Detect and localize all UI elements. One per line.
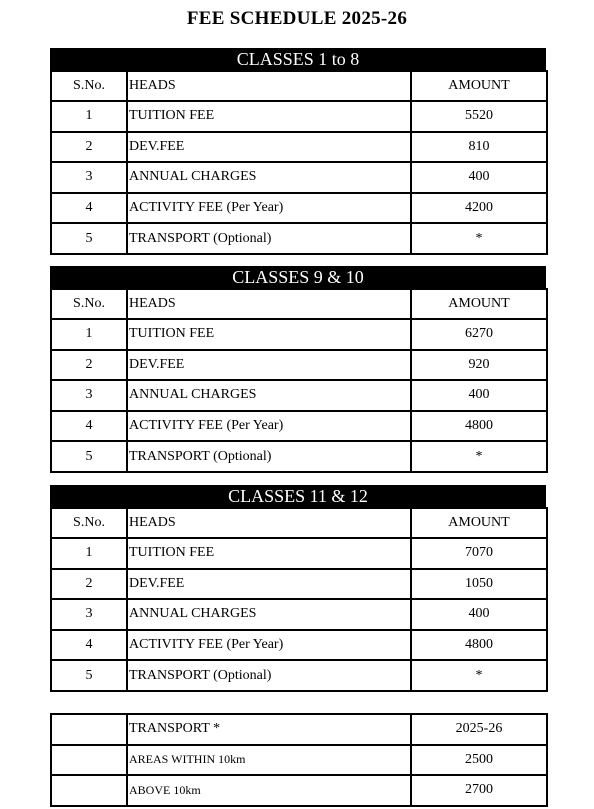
table-row bbox=[51, 380, 547, 411]
row-head: ACTIVITY FEE (Per Year) bbox=[127, 193, 411, 224]
table-row bbox=[51, 630, 547, 661]
row-sno: 5 bbox=[51, 223, 127, 254]
row-amount: 400 bbox=[411, 162, 547, 193]
column-header-heads: HEADS bbox=[127, 508, 411, 538]
table-row bbox=[51, 319, 547, 350]
table-row bbox=[51, 660, 547, 691]
fee-table bbox=[50, 70, 548, 255]
row-head: TUITION FEE bbox=[127, 319, 411, 350]
row-head: TRANSPORT (Optional) bbox=[127, 441, 411, 472]
row-head: DEV.FEE bbox=[127, 132, 411, 163]
column-header-amount: AMOUNT bbox=[411, 289, 547, 319]
row-amount: 5520 bbox=[411, 101, 547, 132]
row-amount: * bbox=[411, 223, 547, 254]
table-row bbox=[51, 350, 547, 381]
row-amount: 400 bbox=[411, 599, 547, 630]
table-row bbox=[51, 599, 547, 630]
table-header-row bbox=[51, 508, 547, 538]
transport-amount: 2500 bbox=[411, 745, 547, 776]
transport-table bbox=[50, 713, 548, 807]
row-head: ACTIVITY FEE (Per Year) bbox=[127, 630, 411, 661]
row-amount: 4800 bbox=[411, 630, 547, 661]
transport-amount: 2700 bbox=[411, 775, 547, 806]
section-classes-9-and-10 bbox=[50, 266, 546, 473]
table-header-row bbox=[51, 71, 547, 101]
column-header-heads: HEADS bbox=[127, 289, 411, 319]
transport-header-year: 2025-26 bbox=[411, 714, 547, 745]
table-row bbox=[51, 569, 547, 600]
column-header-sno: S.No. bbox=[51, 289, 127, 319]
row-head: ANNUAL CHARGES bbox=[127, 599, 411, 630]
table-header-row bbox=[51, 289, 547, 319]
row-amount: 400 bbox=[411, 380, 547, 411]
row-amount: 7070 bbox=[411, 538, 547, 569]
page-title: FEE SCHEDULE 2025-26 bbox=[186, 8, 408, 29]
row-sno: 1 bbox=[51, 319, 127, 350]
row-head: DEV.FEE bbox=[127, 350, 411, 381]
section-classes-1-to-8 bbox=[50, 48, 546, 255]
fee-table bbox=[50, 507, 548, 692]
row-head: TRANSPORT (Optional) bbox=[127, 223, 411, 254]
transport-section bbox=[50, 713, 546, 807]
empty-cell bbox=[51, 745, 127, 776]
row-sno: 4 bbox=[51, 630, 127, 661]
empty-cell bbox=[51, 775, 127, 806]
row-head: TRANSPORT (Optional) bbox=[127, 660, 411, 691]
fee-table bbox=[50, 288, 548, 473]
table-row bbox=[51, 162, 547, 193]
row-amount: 920 bbox=[411, 350, 547, 381]
table-row bbox=[51, 193, 547, 224]
row-amount: 810 bbox=[411, 132, 547, 163]
row-head: TUITION FEE bbox=[127, 538, 411, 569]
row-head: TUITION FEE bbox=[127, 101, 411, 132]
row-head: ANNUAL CHARGES bbox=[127, 162, 411, 193]
row-amount: * bbox=[411, 660, 547, 691]
transport-header-label: TRANSPORT * bbox=[127, 714, 411, 745]
transport-area: ABOVE 10km bbox=[127, 775, 411, 806]
row-amount: 4200 bbox=[411, 193, 547, 224]
table-row bbox=[51, 538, 547, 569]
empty-cell bbox=[51, 714, 127, 745]
row-head: ACTIVITY FEE (Per Year) bbox=[127, 411, 411, 442]
row-head: ANNUAL CHARGES bbox=[127, 380, 411, 411]
column-header-amount: AMOUNT bbox=[411, 508, 547, 538]
section-classes-11-and-12 bbox=[50, 485, 546, 692]
table-row bbox=[51, 411, 547, 442]
row-amount: 4800 bbox=[411, 411, 547, 442]
row-head: DEV.FEE bbox=[127, 569, 411, 600]
column-header-heads: HEADS bbox=[127, 71, 411, 101]
row-sno: 2 bbox=[51, 569, 127, 600]
table-row bbox=[51, 745, 547, 776]
table-row bbox=[51, 441, 547, 472]
table-row bbox=[51, 775, 547, 806]
table-row bbox=[51, 101, 547, 132]
row-sno: 3 bbox=[51, 599, 127, 630]
row-sno: 4 bbox=[51, 411, 127, 442]
row-sno: 2 bbox=[51, 132, 127, 163]
row-amount: 6270 bbox=[411, 319, 547, 350]
column-header-sno: S.No. bbox=[51, 508, 127, 538]
row-sno: 1 bbox=[51, 101, 127, 132]
column-header-amount: AMOUNT bbox=[411, 71, 547, 101]
row-amount: * bbox=[411, 441, 547, 472]
table-row bbox=[51, 223, 547, 254]
section-banner: CLASSES 1 to 8 bbox=[50, 48, 546, 70]
row-sno: 3 bbox=[51, 380, 127, 411]
row-sno: 1 bbox=[51, 538, 127, 569]
section-banner: CLASSES 9 & 10 bbox=[50, 266, 546, 288]
row-sno: 4 bbox=[51, 193, 127, 224]
section-banner: CLASSES 11 & 12 bbox=[50, 485, 546, 507]
row-sno: 5 bbox=[51, 660, 127, 691]
row-sno: 2 bbox=[51, 350, 127, 381]
row-amount: 1050 bbox=[411, 569, 547, 600]
table-row bbox=[51, 132, 547, 163]
column-header-sno: S.No. bbox=[51, 71, 127, 101]
row-sno: 3 bbox=[51, 162, 127, 193]
transport-header-row bbox=[51, 714, 547, 745]
row-sno: 5 bbox=[51, 441, 127, 472]
transport-area: AREAS WITHIN 10km bbox=[127, 745, 411, 776]
